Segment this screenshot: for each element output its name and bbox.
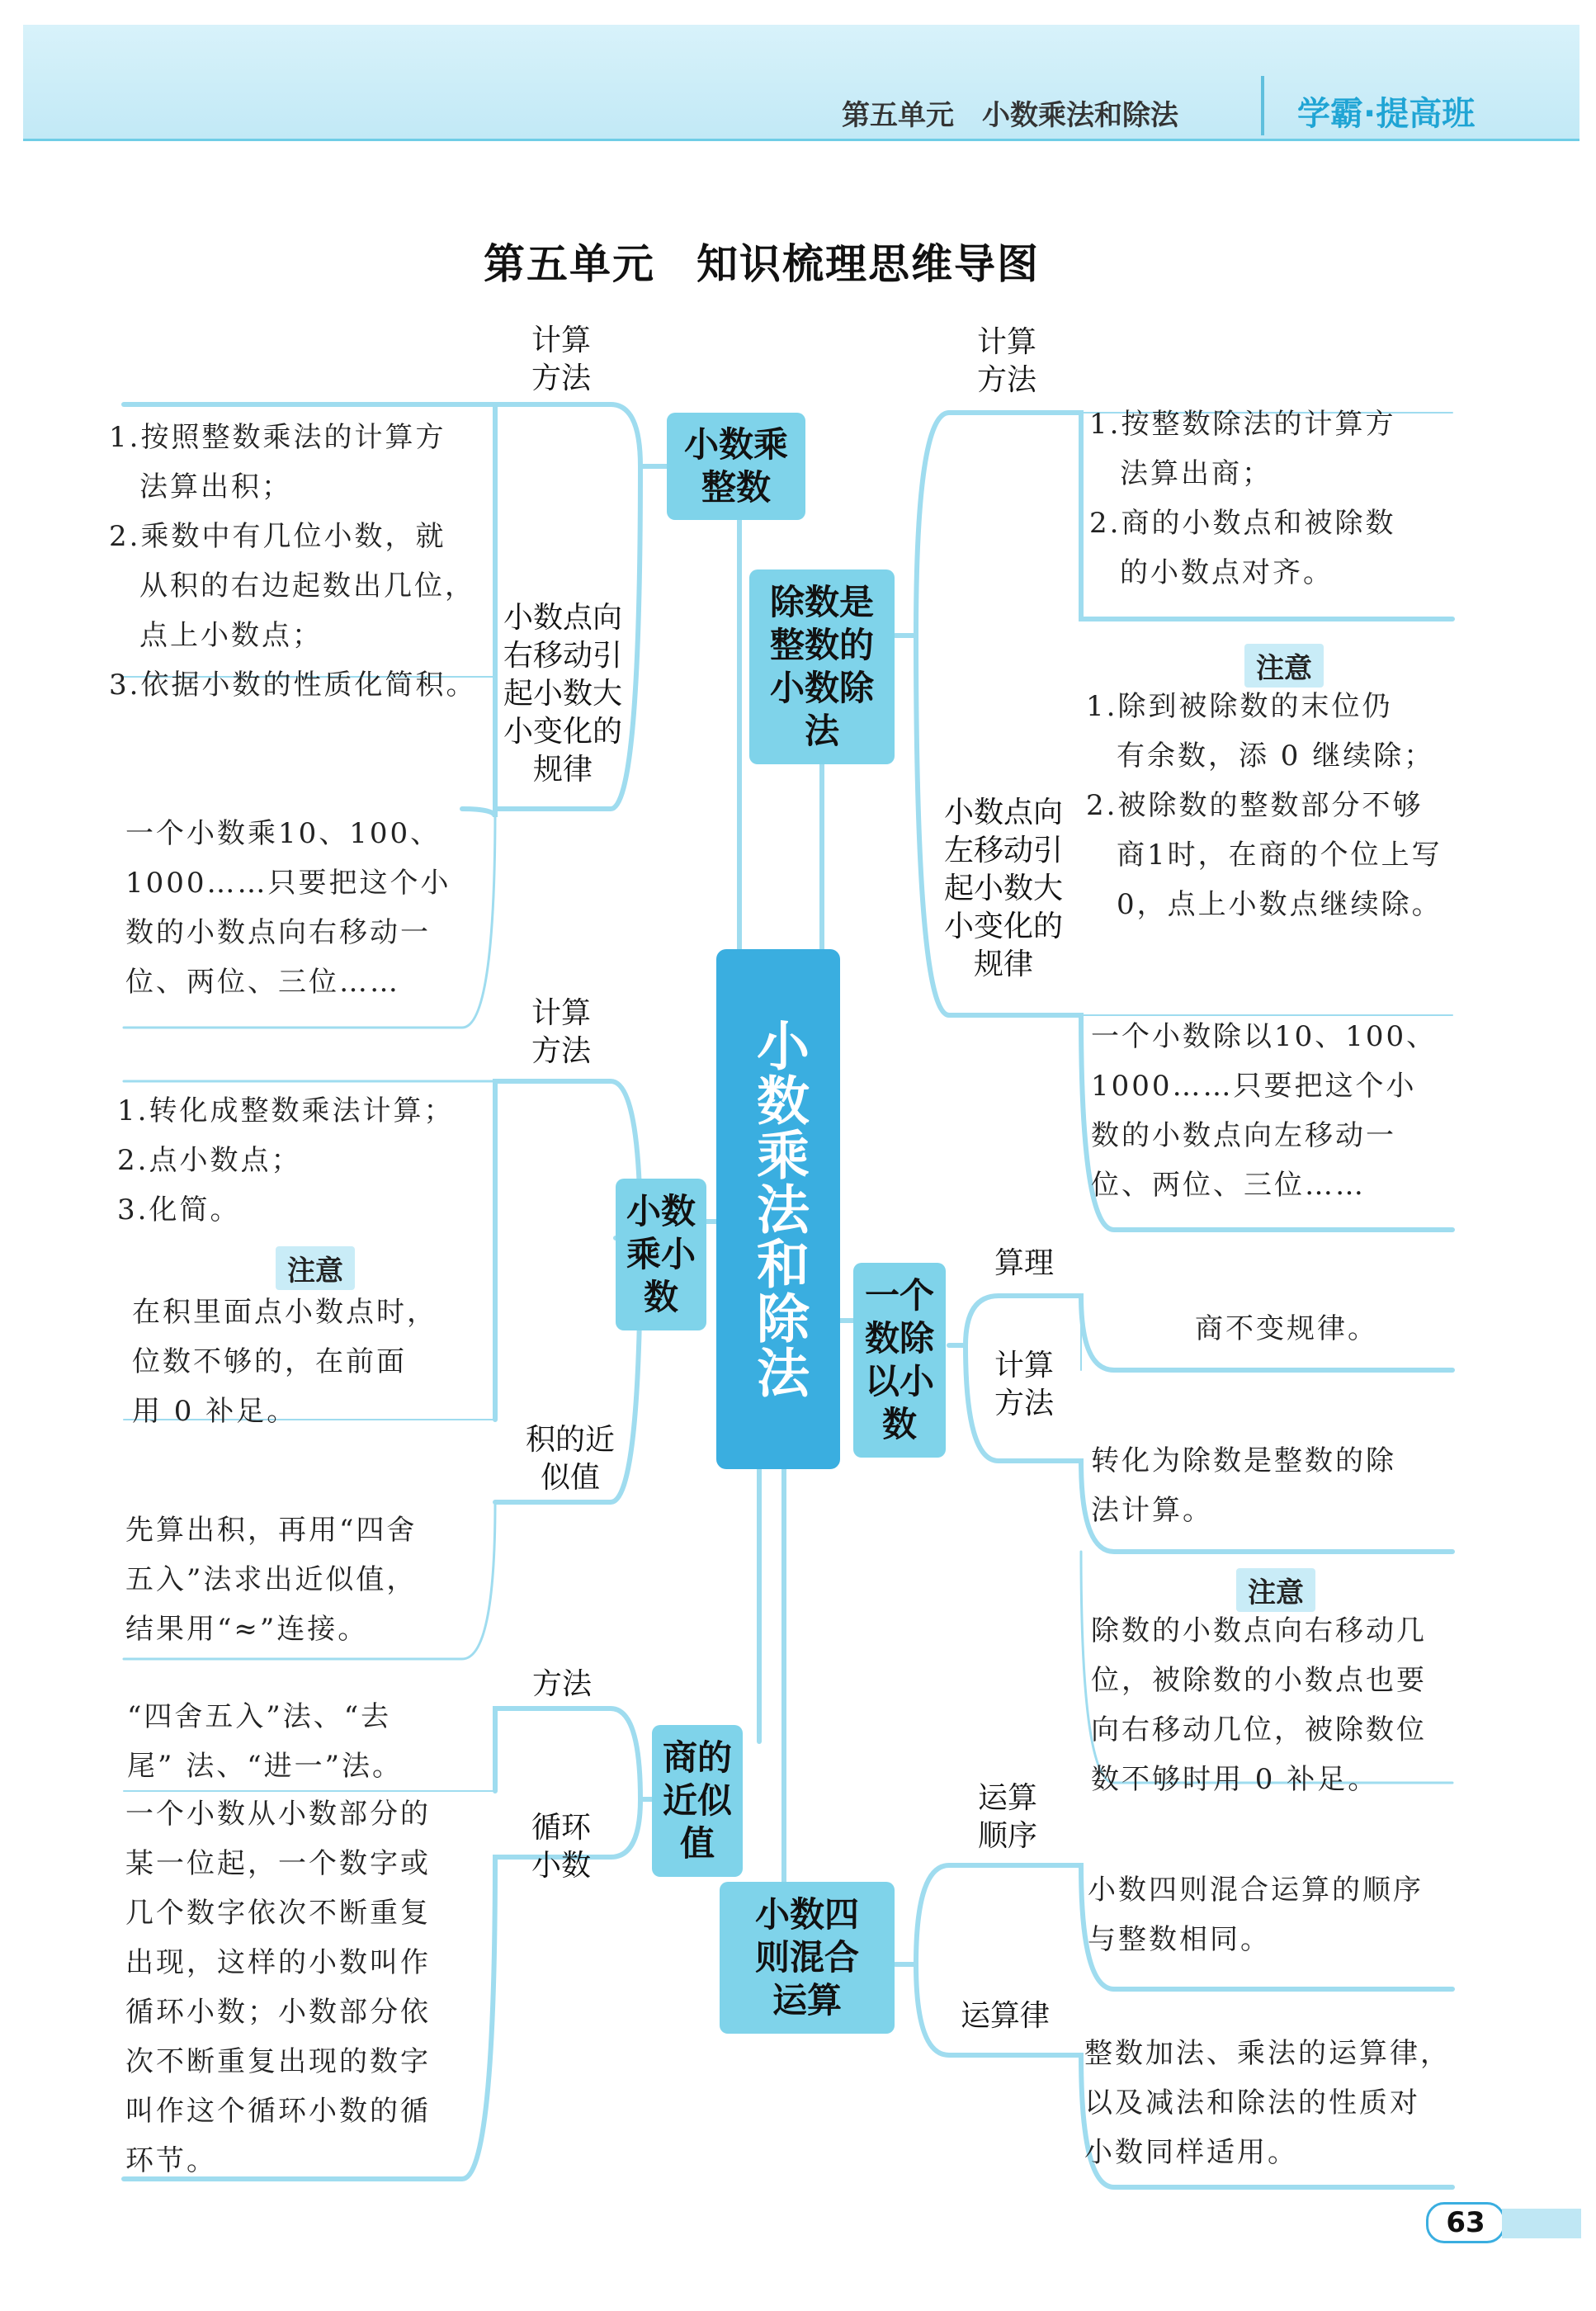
label-decimal-right-shift-rule: 小数点向 右移动引 起小数大 小变化的 规律 <box>503 601 622 787</box>
text-quotient-method: “四舍五入”法、“去 尾” 法、“进一”法。 <box>127 1700 403 1783</box>
page-number: 63 <box>1426 2202 1505 2243</box>
label-operation-laws: 运算律 <box>960 1999 1050 2033</box>
text-product-approx: 先算出积，再用“四舍 五入”法求出近似值， 结果用“≈”连接。 <box>125 1514 418 1646</box>
label-calc-method: 计算 方法 <box>531 324 591 395</box>
text-div-int-calc: 1.按整数除法的计算方 法算出商； 2.商的小数点和被除数 的小数点对齐。 <box>1089 408 1396 589</box>
label-product-approx: 积的近 似值 <box>525 1423 615 1495</box>
text-operation-order: 小数四则混合运算的顺序 与整数相同。 <box>1088 1874 1424 1956</box>
text-div-dec-note: 除数的小数点向右移动几 位，被除数的小数点也要 向右移动几位，被除数位 数不够时用 0 补足。 <box>1091 1614 1427 1796</box>
label-repeating-decimal: 循环 小数 <box>531 1811 591 1883</box>
node-mixed-operations: 小数四 则混合 运算 <box>720 1882 895 2034</box>
label-principle: 算理 <box>994 1246 1054 1280</box>
header-unit-title: 第五单元 小数乘法和除法 <box>842 99 1178 132</box>
label-method: 方法 <box>531 1667 592 1701</box>
node-decimal-times-integer: 小数乘 整数 <box>667 413 805 520</box>
page-number-bar <box>1502 2209 1581 2238</box>
note-badge: 注意 <box>276 1246 355 1290</box>
node-decimal-times-decimal: 小数 乘小 数 <box>616 1179 706 1330</box>
text-div-int-note: 1.除到被除数的末位仍 有余数，添 0 继续除； 2.被除数的整数部分不够 商1时，在商的个位上写 0，点上小数点继续除。 <box>1086 690 1443 921</box>
central-topic-node: 小数乘法和除法 <box>716 949 840 1469</box>
header-brand-logo: 学霸·提高班 <box>1297 95 1476 133</box>
text-mul-dec-note: 在积里面点小数点时， 位数不够的，在前面 用 0 补足。 <box>132 1296 437 1428</box>
note-badge: 注意 <box>1236 1568 1315 1612</box>
text-mul-int-shift: 一个小数乘10、100、 1000……只要把这个小 数的小数点向右移动一 位、两位、三位…… <box>125 817 451 999</box>
label-calc-method: 计算 方法 <box>976 325 1036 397</box>
title-unit: 第五单元 <box>484 240 655 288</box>
label-decimal-left-shift-rule: 小数点向 左移动引 起小数大 小变化的 规律 <box>943 796 1063 981</box>
node-divide-by-integer: 除数是 整数的 小数除 法 <box>749 569 895 764</box>
text-mul-int-calc: 1.按照整数乘法的计算方 法算出积； 2.乘数中有几位小数，就 从积的右边起数出几位， 点上小数点； 3.依据小数的性质化简积。 <box>109 421 477 702</box>
text-operation-laws: 整数加法、乘法的运算律， 以及减法和除法的性质对 小数同样适用。 <box>1084 2037 1451 2169</box>
label-calc-method: 计算 方法 <box>531 996 591 1068</box>
text-mul-dec-calc: 1.转化成整数乘法计算； 2.点小数点； 3.化简。 <box>117 1094 455 1226</box>
text-repeating-decimal: 一个小数从小数部分的 某一位起，一个数字或 几个数字依次不断重复 出现，这样的小数叫作 循环小数；小数部分依 次不断重复出现的数字 叫作这个循环小数的循 环节。 <box>125 1798 431 2177</box>
title-topic: 知识梳理思维导图 <box>696 240 1040 288</box>
node-quotient-approx: 商的 近似 值 <box>652 1725 743 1877</box>
note-badge: 注意 <box>1244 644 1324 688</box>
label-calc-method: 计算 方法 <box>994 1349 1054 1420</box>
text-div-dec-calc: 转化为除数是整数的除 法计算。 <box>1091 1444 1396 1527</box>
node-divide-by-decimal: 一个 数除 以小 数 <box>853 1263 946 1458</box>
label-operation-order: 运算 顺序 <box>977 1781 1037 1853</box>
text-div-int-shift: 一个小数除以10、100、 1000……只要把这个小 数的小数点向左移动一 位、两位、三位…… <box>1091 1020 1438 1202</box>
text-principle: 商不变规律。 <box>1195 1312 1378 1345</box>
